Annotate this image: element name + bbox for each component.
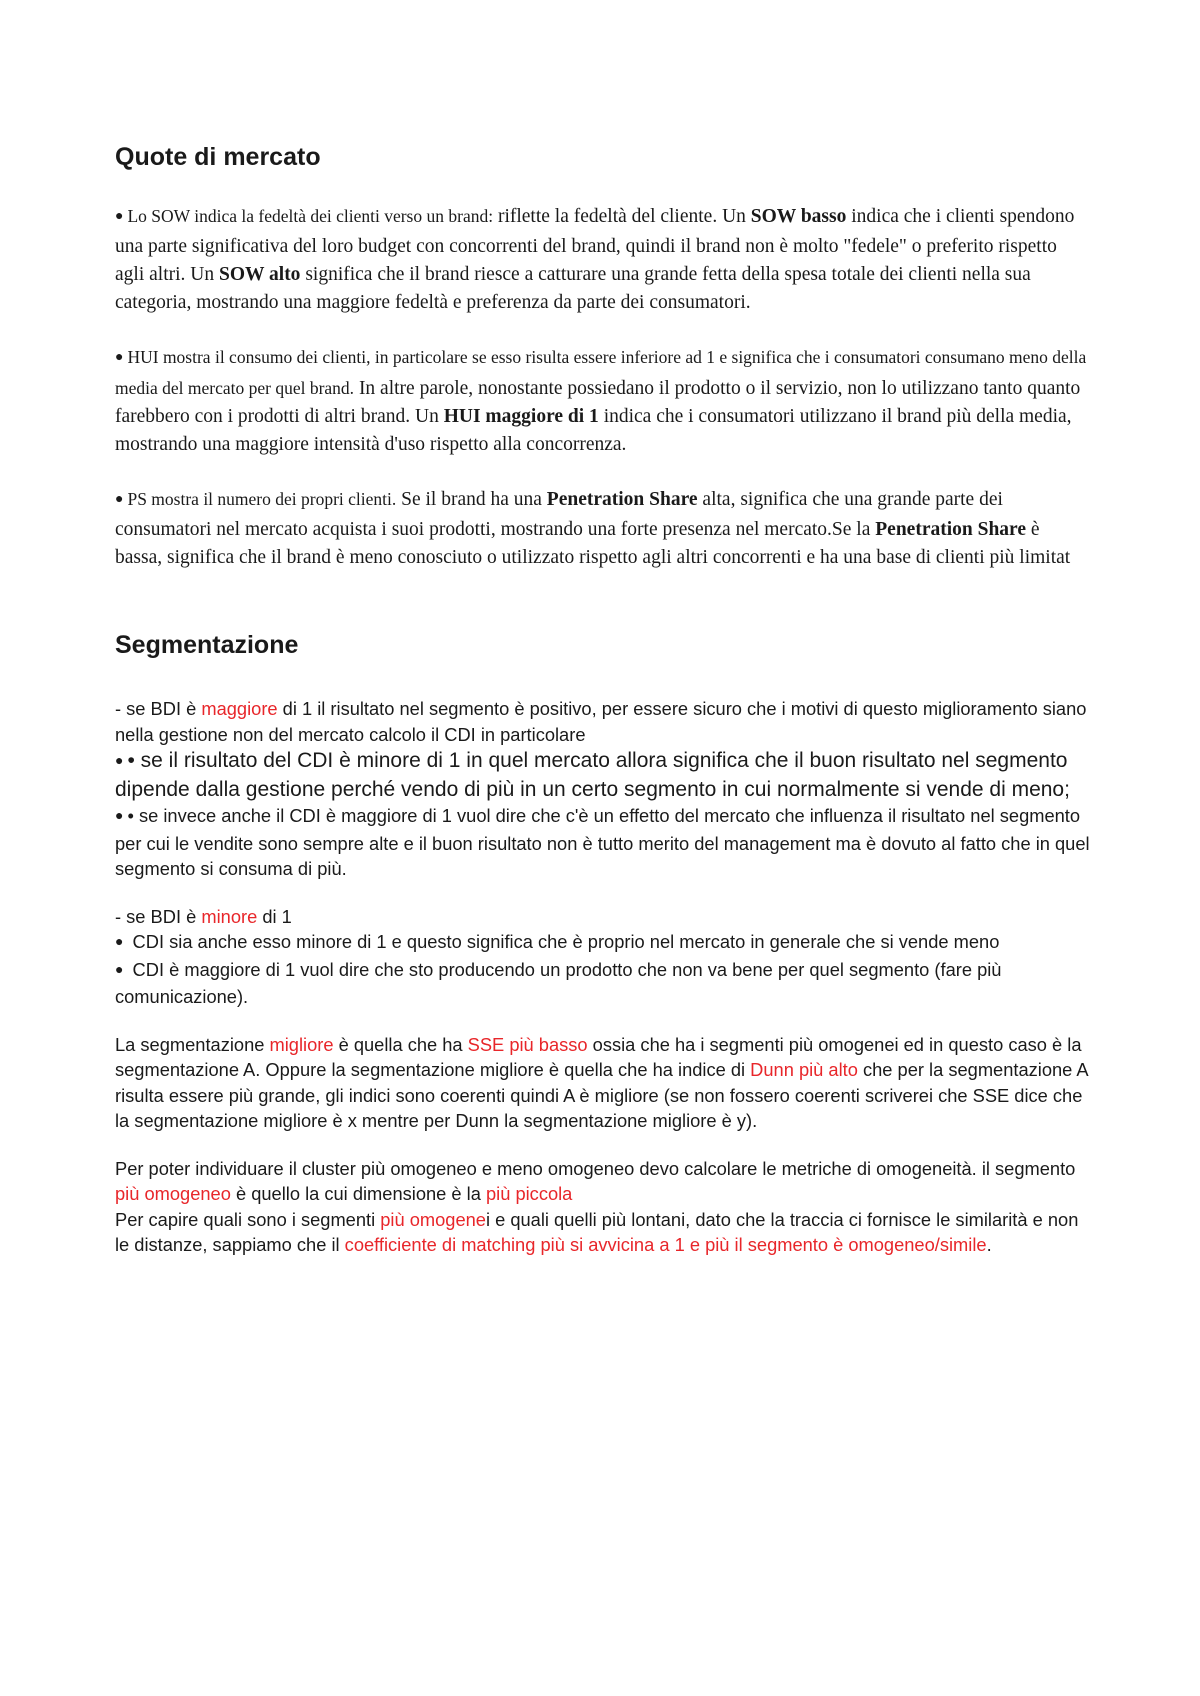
block-bdi-minore [115, 904, 1090, 1010]
bullet-icon: ● [115, 807, 124, 823]
document-body [115, 138, 1090, 1258]
paragraph-ps: ● PS mostra il numero dei propri clienti. Se il brand ha una Penetration Share alta, significa che una grande parte dei consumatori nel mercato acquista i suoi prodotti, mostrando una forte presenza nel mercato.Se la Penetration Share è bassa, significa che il brand è meno conosciuto o utilizzato rispetto agli altri concorrenti e ha una base di clienti più limitat [115, 485, 1090, 572]
bullet-icon: ● [115, 492, 124, 507]
bdi-low-item-2: ● CDI è maggiore di 1 vuol dire che sto producendo un prodotto che non va bene per quel segmento (fare più comunicazione). [115, 958, 1002, 1007]
bullet-icon: ● [115, 960, 124, 977]
bullet-icon: ● [115, 752, 124, 768]
section-title-segmentazione: Segmentazione [115, 631, 299, 659]
bdi-high-intro: - se BDI è maggiore di 1 il risultato nel segmento è positivo, per essere sicuro che i motivi di questo miglioramento siano nella gestione non del mercato calcolo il CDI in particolare [115, 698, 1087, 745]
cluster-line-1: Per poter individuare il cluster più omogeneo e meno omogeneo devo calcolare le metriche di omogeneità. il segmento più omogeneo è quello la cui dimensione è la più piccola [115, 1157, 1076, 1204]
dot-icon: • [127, 749, 135, 772]
dot-icon: • [127, 805, 134, 826]
paragraph-sow: ● Lo SOW indica la fedeltà dei clienti verso un brand: riflette la fedeltà del cliente. Un SOW basso indica che i clienti spendono una parte significativa del loro budget con concorrenti del brand, quindi il brand non è molto "fedele" o preferito rispetto agli altri. Un SOW alto significa che il brand riesce a catturare una grande fetta della spesa totale dei clienti nella sua categoria, mostrando una maggiore fedeltà e preferenza da parte dei consumatori. [115, 202, 1090, 317]
bullet-icon: ● [115, 933, 124, 949]
block-bdi-maggiore [115, 696, 1090, 882]
paragraph-segmentazione-migliore: La segmentazione migliore è quella che ha SSE più basso ossia che ha i segmenti più omogenei ed in questo caso è la segmentazione A. Oppure la segmentazione migliore è quella che ha indice di Dunn più alto che per la segmentazione A risulta essere più grande, gli indici sono coerenti quindi A è migliore (se non fossero coerenti scriverei che SSE dice che la segmentazione migliore è x mentre per Dunn la segmentazione migliore è y). [115, 1033, 1088, 1131]
section-title-quote-di-mercato: Quote di mercato [115, 143, 321, 171]
bdi-low-intro: - se BDI è minore di 1 [115, 905, 292, 927]
paragraph-hui: ● HUI mostra il consumo dei clienti, in particolare se esso risulta essere inferiore ad 1 e significa che i consumatori consumano meno della media del mercato per quel brand. In altre parole, nonostante possiedano il prodotto o il servizio, non lo utilizzano tanto quanto farebbero con i prodotti di altri brand. Un HUI maggiore di 1 indica che i consumatori utilizzano il brand più della media, mostrando una maggiore intensità d'uso rispetto alla concorrenza. [115, 343, 1090, 459]
bullet-icon: ● [115, 350, 124, 365]
bdi-high-item-1: ● • se il risultato del CDI è minore di 1 in quel mercato allora significa che il buon risultato nel segmento dipende dalla gestione perché vendo di più in un certo segmento in cui normalmente si vende di meno; [115, 749, 1070, 801]
paragraph-cluster [115, 1156, 1090, 1258]
bdi-high-item-2: ● • se invece anche il CDI è maggiore di 1 vuol dire che c'è un effetto del mercato che influenza il risultato nel segmento per cui le vendite sono sempre alte e il buon risultato non è tutto merito del management ma è dovuto al fatto che in quel segmento si consuma di più. [115, 805, 1090, 879]
bullet-icon: ● [115, 209, 124, 224]
cluster-line-2: Per capire quali sono i segmenti più omogenei e quali quelli più lontani, dato che la traccia ci fornisce le similarità e non le distanze, sappiamo che il coefficiente di matching più si avvicina a 1 e più il segmento è omogeneo/simile. [115, 1208, 1079, 1255]
bdi-low-item-1: ● CDI sia anche esso minore di 1 e questo significa che è proprio nel mercato in generale che si vende meno [115, 929, 1090, 957]
